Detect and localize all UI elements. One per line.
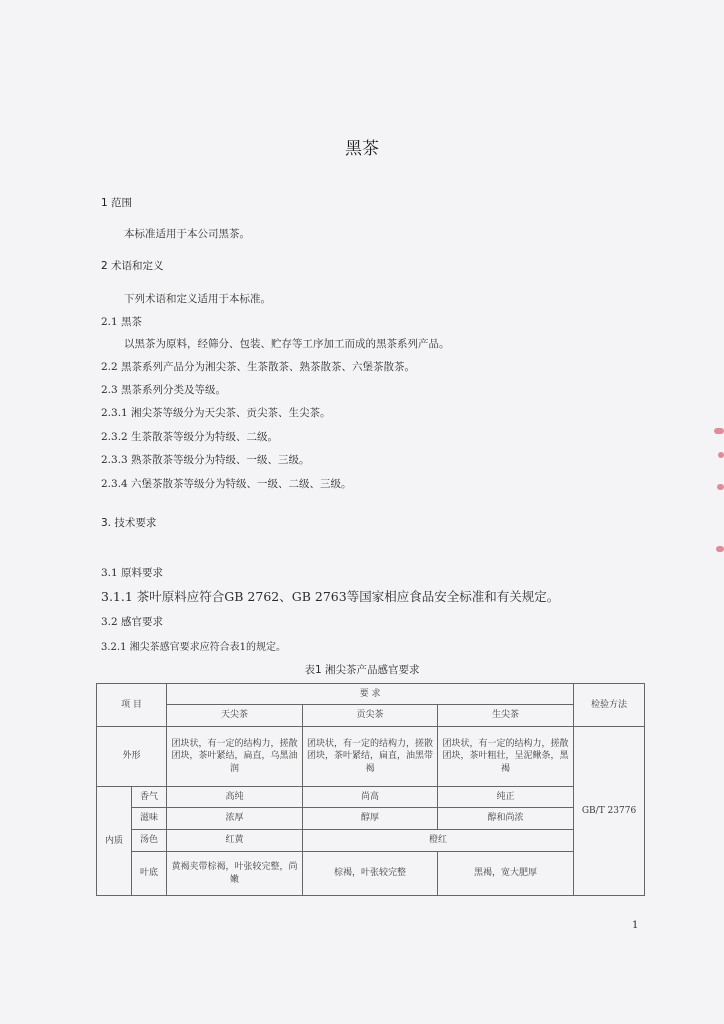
row-label-liquor-color: 汤色 <box>132 830 167 852</box>
section-3-heading: 3. 技术要求 <box>101 517 157 529</box>
clause-3-2: 3.2 感官要求 <box>101 616 164 628</box>
liquor-cell: 红黄 <box>167 830 303 852</box>
sensory-requirements-table <box>96 683 645 896</box>
taste-cell: 浓厚 <box>167 808 303 830</box>
red-stamp-fragment <box>714 428 724 434</box>
header-requirements: 要 求 <box>167 684 574 705</box>
taste-cell: 醇厚 <box>303 808 438 830</box>
clause-2-1-text: 以黑茶为原料，经筛分、包装、贮存等工序加工而成的黑茶系列产品。 <box>124 338 450 350</box>
red-stamp-fragment <box>716 546 724 552</box>
clause-3-2-1: 3.2.1 湘尖茶感官要求应符合表1的规定。 <box>101 642 286 653</box>
grade-header: 生尖茶 <box>438 705 574 727</box>
shape-cell: 团块状，有一定的结构力，搓散团块，茶叶紧结，扁直，油黑带褐 <box>303 727 438 787</box>
leaf-cell: 黄褐夹带棕褐，叶张较完整，尚嫩 <box>167 852 303 896</box>
shape-cell: 团块状，有一定的结构力，搓散团块，茶叶粗壮，呈泥鳅条，黑褐 <box>438 727 574 787</box>
aroma-cell: 尚高 <box>303 787 438 808</box>
row-label-shape: 外形 <box>97 727 167 787</box>
leaf-cell: 棕褐，叶张较完整 <box>303 852 438 896</box>
clause-2-2: 2.2 黑茶系列产品分为湘尖茶、生茶散茶、熟茶散茶、六堡茶散茶。 <box>101 361 416 373</box>
taste-cell: 醇和尚浓 <box>438 808 574 830</box>
clause-2-1: 2.1 黑茶 <box>101 316 143 328</box>
page-number: 1 <box>632 920 639 931</box>
section-2-heading: 2 术语和定义 <box>101 260 164 272</box>
aroma-cell: 纯正 <box>438 787 574 808</box>
liquor-cell: 橙红 <box>303 830 574 852</box>
red-stamp-fragment <box>717 484 724 490</box>
header-item: 项 目 <box>97 684 167 727</box>
section-1-heading: 1 范围 <box>101 197 133 209</box>
header-test-method: 检验方法 <box>574 684 645 727</box>
leaf-cell: 黑褐，宽大肥厚 <box>438 852 574 896</box>
table-caption: 表1 湘尖茶产品感官要求 <box>304 664 420 676</box>
clause-2-3-2: 2.3.2 生茶散茶等级分为特级、二级。 <box>101 431 279 443</box>
document-title: 黑茶 <box>345 139 379 159</box>
clause-2-3-3: 2.3.3 熟茶散茶等级分为特级、一级、三级。 <box>101 454 310 466</box>
red-stamp-fragment <box>718 452 724 458</box>
clause-3-1-1: 3.1.1 茶叶原料应符合GB 2762、GB 2763等国家相应食品安全标准和有关规定。 <box>101 589 560 604</box>
shape-cell: 团块状，有一定的结构力，搓散团块，茶叶紧结，扁直，乌黑油润 <box>167 727 303 787</box>
clause-2-3-4: 2.3.4 六堡茶散茶等级分为特级、一级、二级、三级。 <box>101 478 352 490</box>
section-2-intro: 下列术语和定义适用于本标准。 <box>124 293 271 305</box>
clause-2-3-1: 2.3.1 湘尖茶等级分为天尖茶、贡尖茶、生尖茶。 <box>101 407 331 419</box>
clause-2-3: 2.3 黑茶系列分类及等级。 <box>101 384 227 396</box>
grade-header: 天尖茶 <box>167 705 303 727</box>
row-label-aroma: 香气 <box>132 787 167 808</box>
row-label-inner-quality: 内质 <box>97 787 132 896</box>
grade-header: 贡尖茶 <box>303 705 438 727</box>
test-method-cell: GB/T 23776 <box>574 727 645 896</box>
row-label-infused-leaf: 叶底 <box>132 852 167 896</box>
row-label-taste: 滋味 <box>132 808 167 830</box>
section-1-text: 本标准适用于本公司黑茶。 <box>124 228 250 240</box>
aroma-cell: 高纯 <box>167 787 303 808</box>
clause-3-1: 3.1 原料要求 <box>101 567 164 579</box>
